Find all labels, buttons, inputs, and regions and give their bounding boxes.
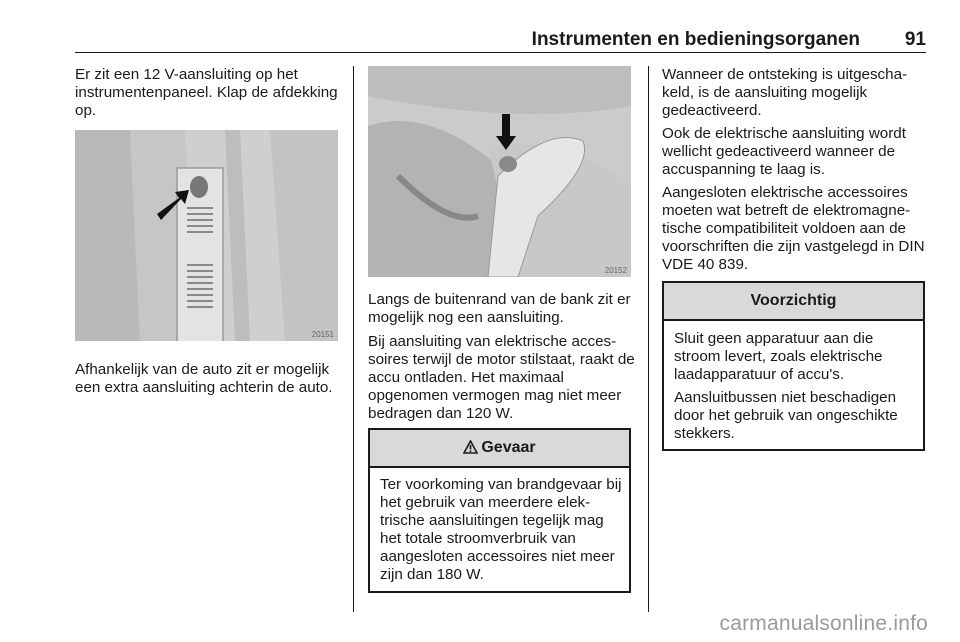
column-divider: [353, 66, 354, 612]
paragraph-battery-drain: Bij aansluiting van elektrische accessoires terwijl de motor stilstaat, raakt de accu ontladen. Het maximaal opgenomen vermogen mag niet meer bedragen dan 120 W.: [368, 333, 635, 422]
paragraph-emc: Aangesloten elektrische accessoires moeten wat betreft de elektromagnetische compatibiliteit voldoen aan de voorschriften die zijn vastgelegd in DIN VDE 40 839.: [662, 184, 925, 273]
image-ref: 20152: [604, 266, 627, 275]
paragraph-low-voltage: Ook de elektrische aansluiting wordt wellicht gedeactiveerd wanneer de accuspanning te laag is.: [662, 125, 906, 178]
side-socket-photo: [75, 130, 338, 341]
page-number: 91: [904, 29, 926, 50]
image-ref: 20151: [311, 330, 334, 339]
caution-title: Voorzichtig: [750, 292, 837, 309]
page-title: Instrumenten en bedieningsorganen: [531, 29, 860, 50]
danger-title: Gevaar: [481, 439, 536, 456]
caution-header: [664, 283, 923, 321]
intro-paragraph: Er zit een 12 V-aansluiting op het instrumentenpaneel. Klap de afdekking op.: [75, 66, 338, 119]
caution-text-1: Sluit geen apparatuur aan die stroom levert, zoals elektrische laadapparatuur of accu's.: [674, 330, 883, 383]
seat-socket-photo: [368, 66, 631, 277]
danger-text: Ter voorkoming van brandgevaar bij het gebruik van meerdere elektrische aansluitingen tegelijk mag het totale stroomverbruik van aangesloten accessoires niet meer zijn dan 180 W.: [380, 476, 622, 583]
watermark: carmanualsonline.info: [719, 612, 928, 635]
caution-text-2: Aansluitbussen niet beschadigen door het gebruik van ongeschikte stekkers.: [674, 389, 898, 442]
paragraph-seat-socket: Langs de buitenrand van de bank zit er mogelijk nog een aansluiting.: [368, 291, 631, 326]
page-header: [75, 28, 926, 53]
danger-header: [370, 430, 629, 468]
warning-triangle-icon: [463, 440, 478, 454]
paragraph-ignition: Wanneer de ontsteking is uitgeschakeld, is de aansluiting mogelijk gedeactiveerd.: [662, 66, 908, 119]
danger-box: [368, 428, 631, 593]
caption-paragraph: Afhankelijk van de auto zit er mogelijk een extra aansluiting achterin de auto.: [75, 361, 333, 396]
caution-box: [662, 281, 925, 451]
column-divider: [648, 66, 649, 612]
